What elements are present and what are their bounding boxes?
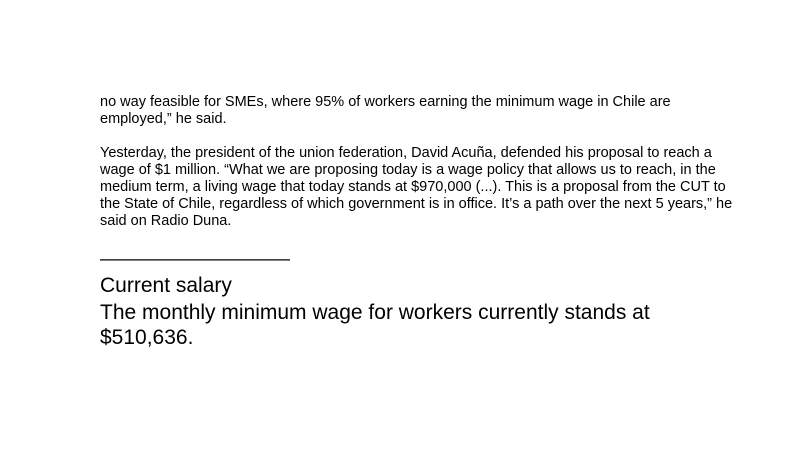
paragraph-union-proposal: Yesterday, the president of the union federation, David Acuña, defended his proposal to reach a wage of $1 million. “What we are proposing today is a wage policy that allows us to reach, in the medium term, a living wage that today stands at $970,000 (...). This is a proposal from the CUT to the State of Chile, regardless of which government is in office. It’s a path over the next 5 years,” he said on Radio Duna.	[100, 145, 733, 229]
paragraph-continuation: no way feasible for SMEs, where 95% of workers earning the minimum wage in Chile are employed,” he said.	[100, 94, 671, 127]
section-text: The monthly minimum wage for workers currently stands at $510,636.	[100, 301, 650, 349]
section-heading: Current salary	[100, 274, 232, 297]
document-body	[100, 94, 740, 350]
section-divider: ——————————	[100, 249, 290, 270]
